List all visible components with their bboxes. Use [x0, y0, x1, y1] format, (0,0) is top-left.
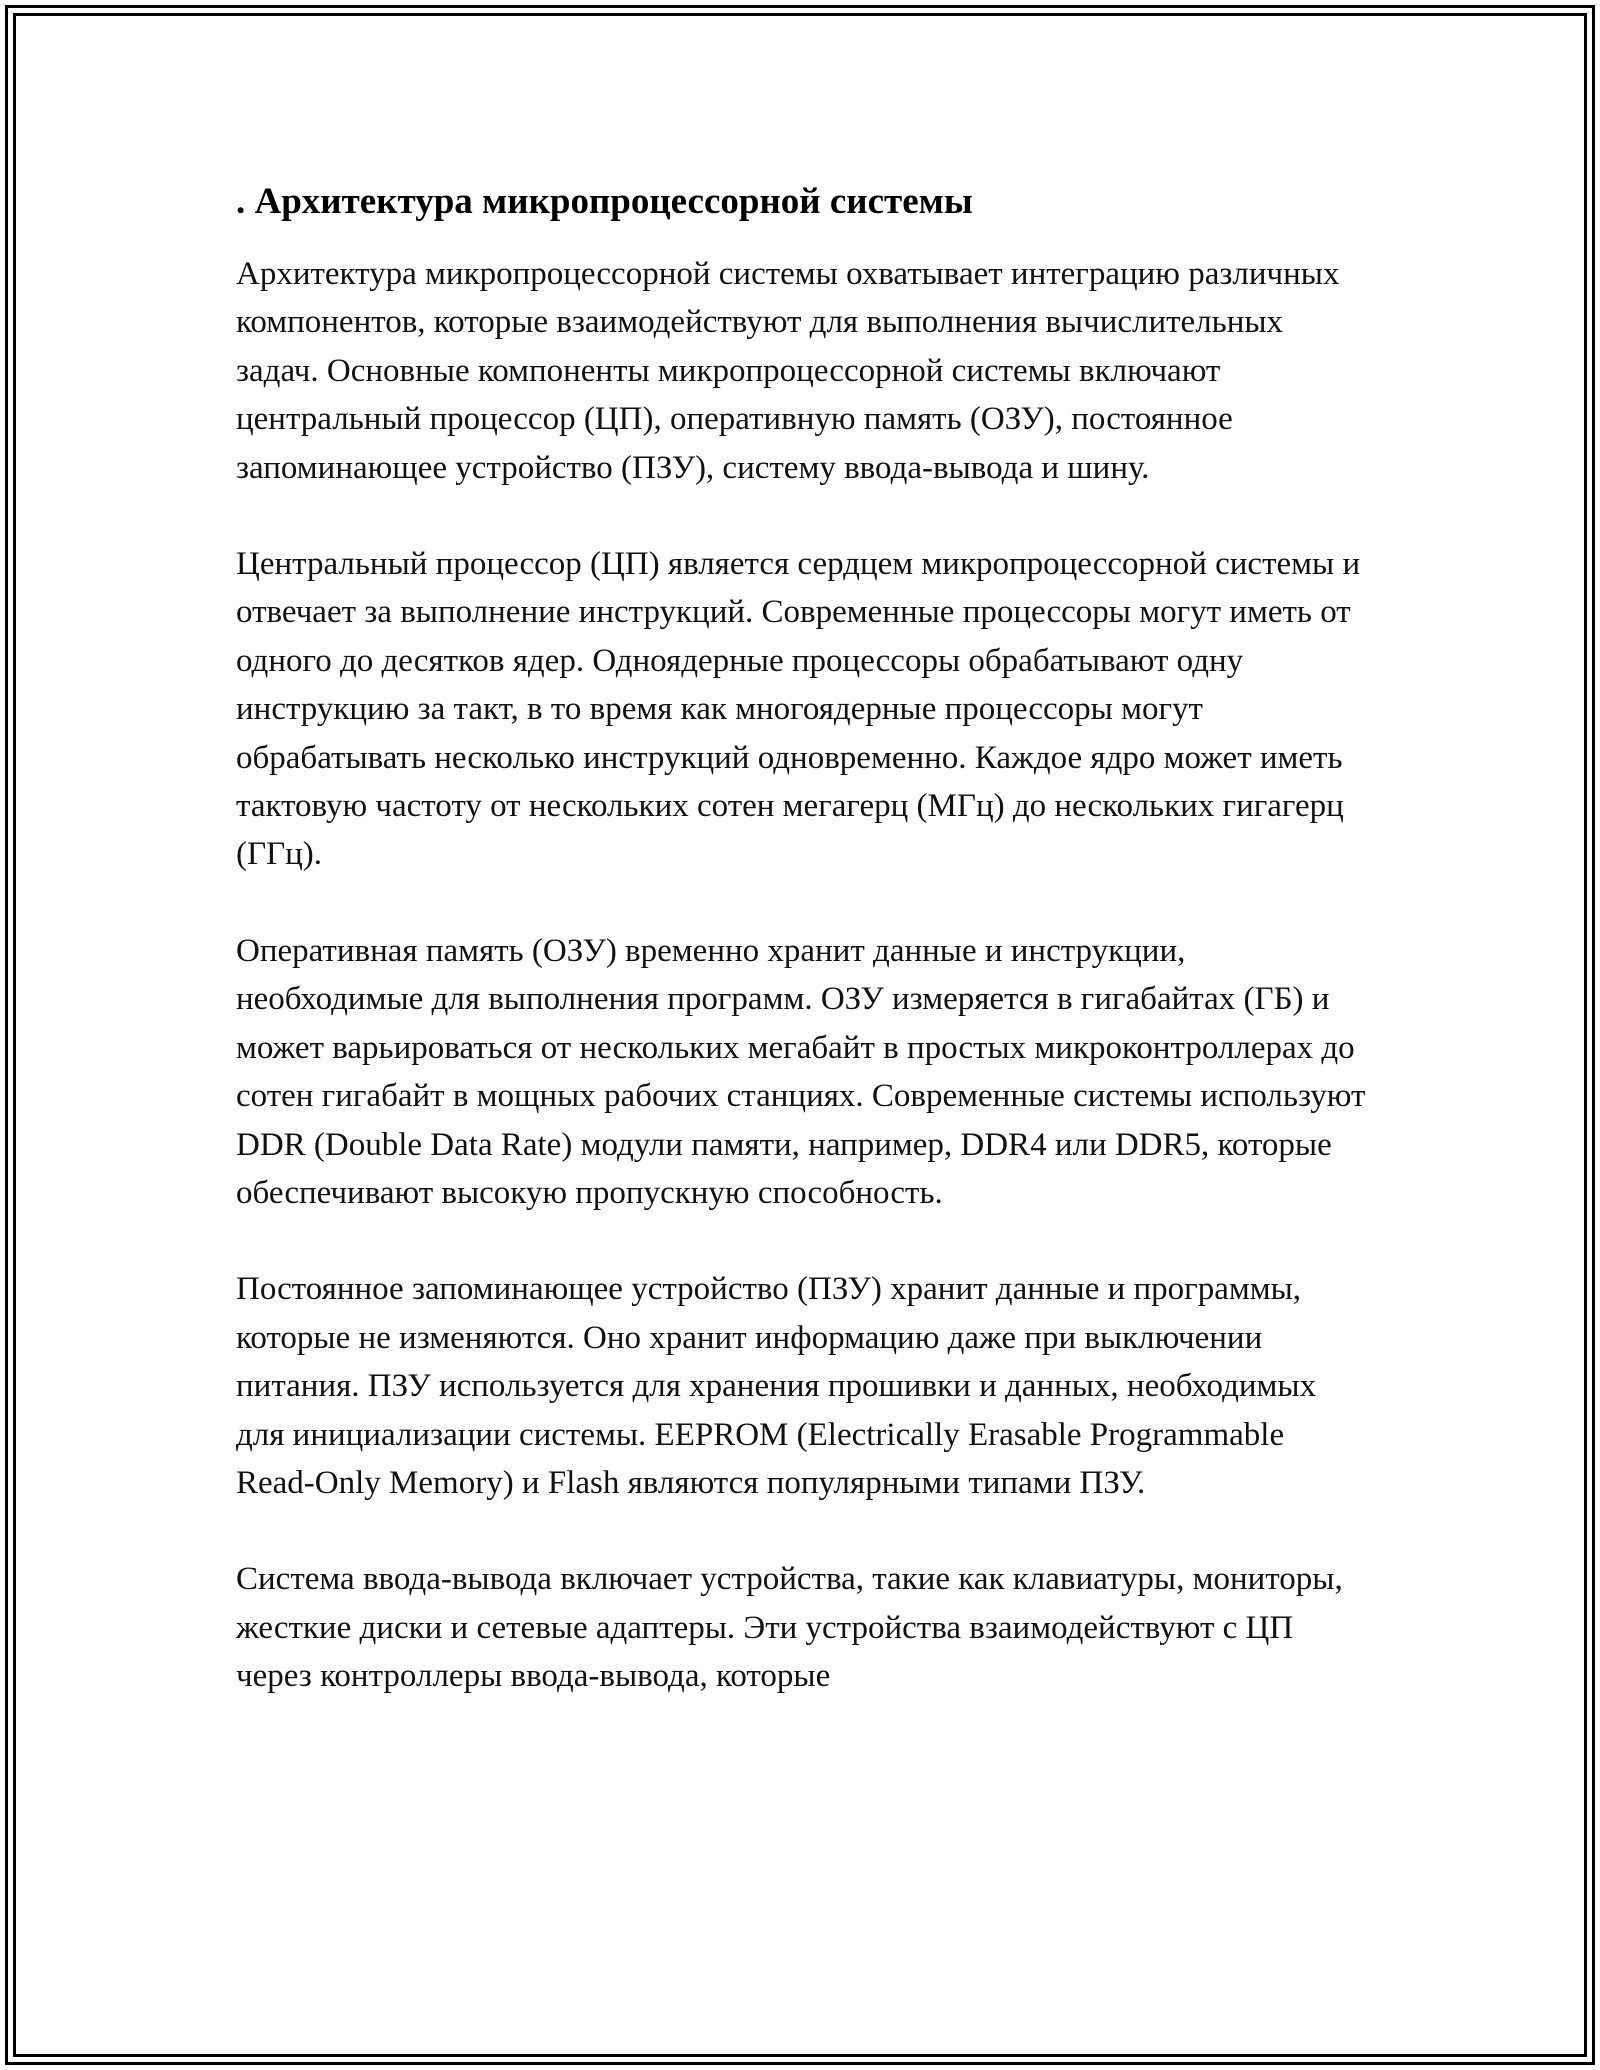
paragraph-cpu: Центральный процессор (ЦП) является сердцем микропроцессорной системы и отвечает за выполнение инструкций. Современные процессоры могут иметь от одного до десятков ядер. Одноядерные процессоры обрабатывают одну инструкцию за такт, в то время как многоядерные процессоры могут обрабатывать несколько инструкций одновременно. Каждое ядро может иметь тактовую частоту от нескольких сотен мегагерц (МГц) до нескольких гигагерц (ГГц).: [236, 546, 1361, 873]
section-heading: . Архитектура микропроцессорной системы: [236, 181, 973, 222]
paragraph-architecture-overview: Архитектура микропроцессорной системы охватывает интеграцию различных компонентов, которые взаимодействуют для выполнения вычислительных задач. Основные компоненты микропроцессорной системы включают центральный процессор (ЦП), оперативную память (ОЗУ), постоянное запоминающее устройство (ПЗУ), систему ввода-вывода и шину.: [236, 256, 1340, 486]
paragraph-io: Система ввода-вывода включает устройства, такие как клавиатуры, мониторы, жесткие диски и сетевые адаптеры. Эти устройства взаимодействуют с ЦП через контроллеры ввода-вывода, которые: [236, 1561, 1343, 1695]
document-body: [236, 178, 1366, 1701]
paragraph-ram: Оперативная память (ОЗУ) временно хранит данные и инструкции, необходимые для выполнения программ. ОЗУ измеряется в гигабайтах (ГБ) и может варьироваться от нескольких мегабайт в простых микроконтроллерах до сотен гигабайт в мощных рабочих станциях. Современные системы используют DDR (Double Data Rate) модули памяти, например, DDR4 или DDR5, которые обеспечивают высокую пропускную способность.: [236, 932, 1366, 1211]
paragraph-rom: Постоянное запоминающее устройство (ПЗУ) хранит данные и программы, которые не изменяются. Оно хранит информацию даже при выключении питания. ПЗУ используется для хранения прошивки и данных, необходимых для инициализации системы. EEPROM (Electrically Erasable Programmable Read-Only Memory) и Flash являются популярными типами ПЗУ.: [236, 1271, 1317, 1501]
